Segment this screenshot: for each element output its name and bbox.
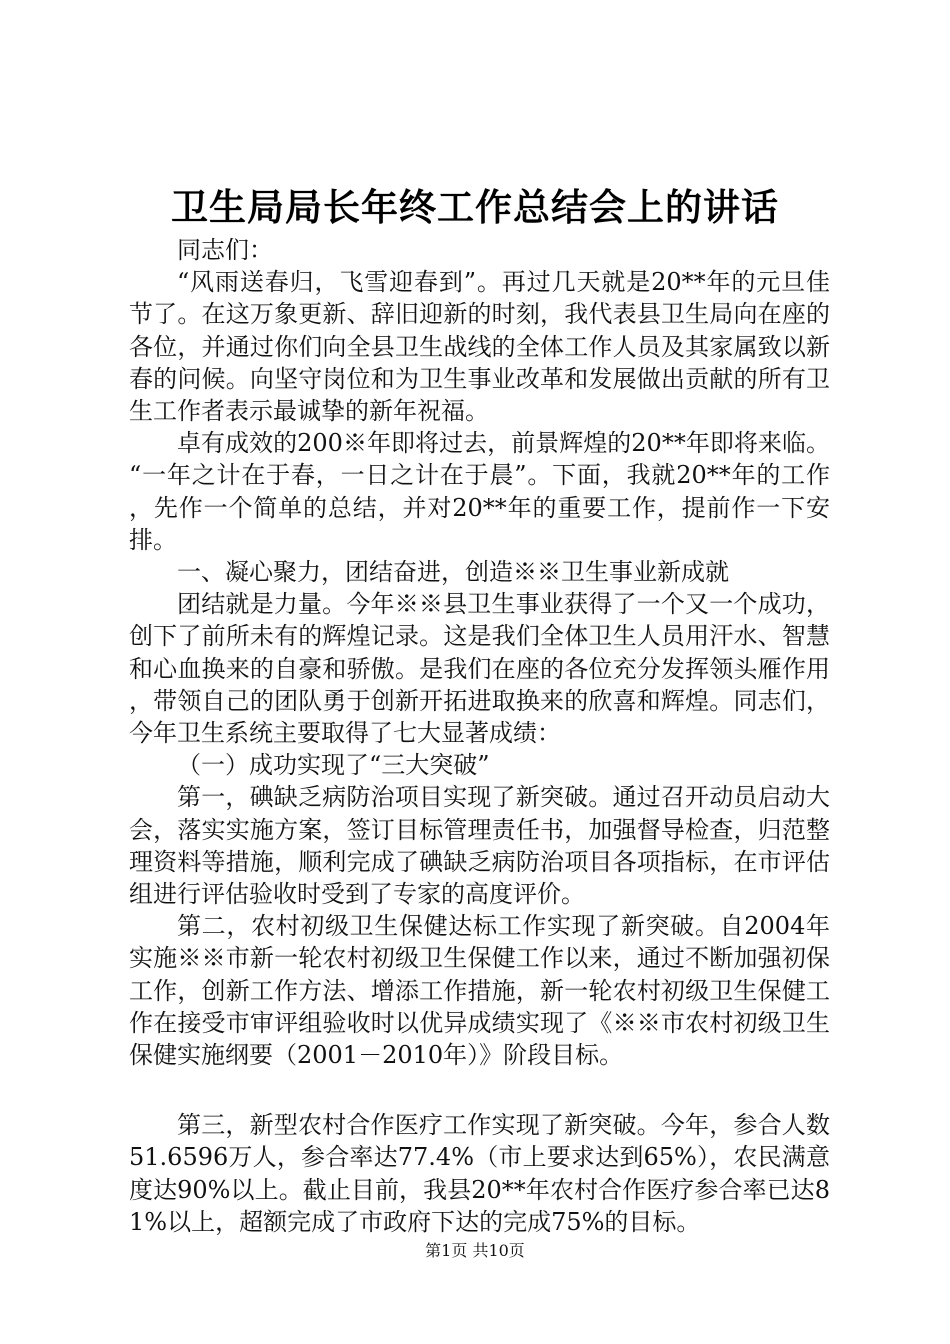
salutation-paragraph: 同志们： xyxy=(177,236,273,264)
paragraph-spacer xyxy=(129,1071,830,1109)
second-breakthrough-paragraph: 第二，农村初级卫生保健达标工作实现了新突破。自2004年实施※※市新一轮农村初级卫生保健工作以来，通过不断加强初保工作，创新工作方法、增添工作措施，新一轮农村初级卫生保健工作在接受市审评组验收时以优异成绩实现了《※※市农村初级卫生保健实施纲要（2001－2010年）》阶段目标。 xyxy=(129,912,830,1070)
subsection-heading-1: （一）成功实现了“三大突破” xyxy=(177,751,490,780)
document-body xyxy=(129,234,830,1238)
intro-paragraph: 卓有成效的200※年即将过去，前景辉煌的20**年即将来临。“一年之计在于春，一日之计在于晨”。下面，我就20**年的工作，先作一个简单的总结，并对20**年的重要工作，提前作一下安排。 xyxy=(129,429,830,554)
first-breakthrough-paragraph: 第一，碘缺乏病防治项目实现了新突破。通过召开动员启动大会，落实实施方案，签订目标管理责任书，加强督导检查，归范整理资料等措施，顺利完成了碘缺乏病防治项目各项指标，在市评估组进行评估验收时受到了专家的高度评价。 xyxy=(129,783,830,909)
section-heading-1: 一、凝心聚力，团结奋进，创造※※卫生事业新成就 xyxy=(177,558,729,587)
achievements-paragraph: 团结就是力量。今年※※县卫生事业获得了一个又一个成功，创下了前所未有的辉煌记录。这是我们全体卫生人员用汗水、智慧和心血换来的自豪和骄傲。是我们在座的各位充分发挥领头雁作用，带领自己的团队勇于创新开拓进取换来的欣喜和辉煌。同志们，今年卫生系统主要取得了七大显著成绩： xyxy=(129,590,830,748)
document-title: 卫生局局长年终工作总结会上的讲话 xyxy=(171,185,779,229)
third-breakthrough-paragraph: 第三，新型农村合作医疗工作实现了新突破。今年，参合人数51.6596万人，参合率达77.4%（市上要求达到65%），农民满意度达90%以上。截止目前，我县20**年农村合作医疗参合率已达81%以上，超额完成了市政府下达的完成75%的目标。 xyxy=(129,1111,830,1236)
page-footer: 第1页 共10页 xyxy=(425,1241,525,1260)
greeting-paragraph: “风雨送春归，飞雪迎春到”。再过几天就是20**年的元旦佳节了。在这万象更新、辞旧迎新的时刻，我代表县卫生局向在座的各位，并通过你们向全县卫生战线的全体工作人员及其家属致以新春的问候。向坚守岗位和为卫生事业改革和发展做出贡献的所有卫生工作者表示最诚挚的新年祝福。 xyxy=(129,268,830,426)
